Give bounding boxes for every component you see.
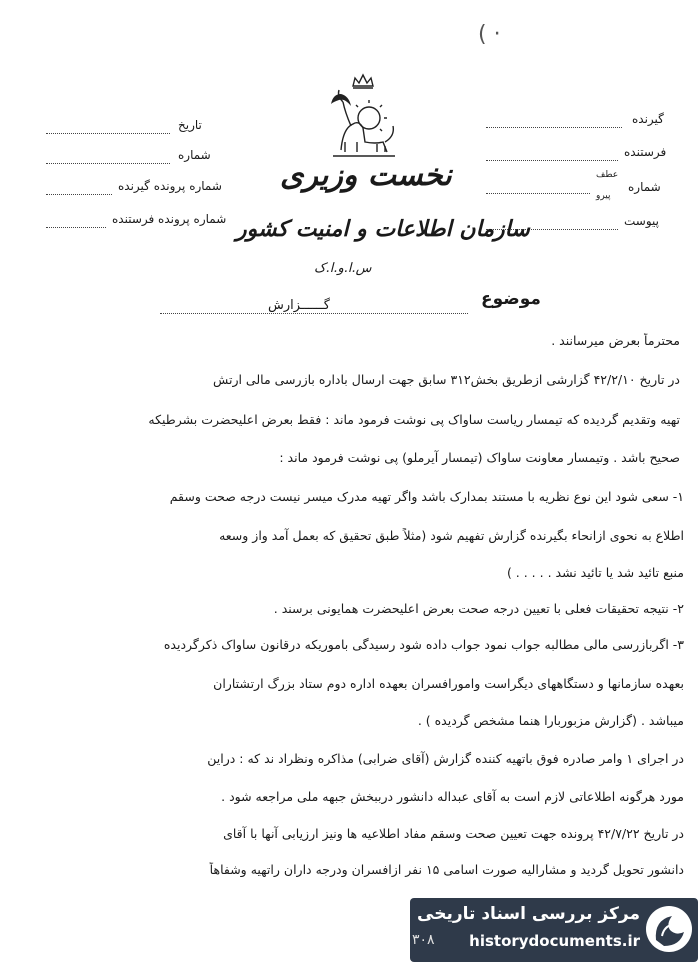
- ref-bottom-label: پیرو: [596, 191, 611, 201]
- body-line: مورد هرگونه اطلاعاتی لازم است به آقای عبداله دانشور درببخش جبهه ملی مراجعه شود .: [221, 789, 684, 804]
- body-line: ۳- اگربازرسی مالی مطالبه جواب نمود جواب داده شود رسیدگی باموریکه درقانون ساواک ذکرگردیده: [163, 637, 684, 652]
- date-line: [46, 133, 170, 134]
- subject-line: [160, 313, 468, 314]
- body-line: در تاریخ ۴۲/۲/۱۰ گزارشی ازطریق بخش۳۱۲ سابق جهت ارسال باداره بازرسی مالی ارتش: [213, 372, 680, 387]
- body-line: دانشور تحویل گردید و مشارالیه صورت اسامی ۱۵ نفر ازافسران ودرجه داران راتهیه وشفاهاً: [209, 862, 684, 877]
- body-line: بعهده سازمانها و دستگاههای دیگراست وامورافسران بعهده اداره دوم ستاد بزرگ ارتشتاران: [213, 676, 684, 691]
- body-line: منبع تائید شد یا تائید نشد . . . . . ): [506, 565, 684, 580]
- page-number: ۳۰۸: [412, 932, 435, 948]
- letterhead-title: نخست وزیری: [280, 158, 452, 193]
- archive-logo-icon: [646, 906, 692, 952]
- number-line-left: [46, 163, 170, 164]
- date-label: تاریخ: [178, 118, 202, 132]
- recipient-label: گیرنده: [632, 112, 664, 126]
- body-line: میباشد . (گزارش مزبوربارا هنما مشخص گردیده ) .: [417, 713, 684, 728]
- number-line-right: [486, 193, 590, 194]
- sender-label: فرستنده: [624, 145, 667, 159]
- letterhead-code: س.ا.و.ا.ک: [314, 261, 372, 276]
- recipient-file-label: شماره پرونده گیرنده: [118, 179, 222, 193]
- lion-and-sun-emblem: [323, 72, 403, 164]
- number-label-left: شماره: [178, 148, 211, 162]
- sender-line: [486, 160, 618, 161]
- recipient-file-line: [46, 194, 112, 195]
- archive-watermark: [410, 898, 698, 962]
- subject-value: گــــــزارش: [268, 298, 330, 313]
- watermark-title: مرکز بررسی اسناد تاریخی: [417, 904, 640, 924]
- letterhead-organization: سازمان اطلاعات و امنیت کشور: [236, 216, 530, 242]
- body-line: در اجرای ۱ وامر صادره فوق باتهیه کننده گزارش (آقای ضرابی) مذاکره ونظراد ند که : دراین: [207, 751, 684, 766]
- body-line: محترماً بعرض میرسانند .: [551, 333, 680, 348]
- ref-top-label: عطف: [596, 170, 619, 180]
- watermark-url: historydocuments.ir: [469, 932, 640, 950]
- body-line: اطلاع به نحوی ازانحاء بگیرنده گزارش تفهیم شود (مثلاً طبق تحقیق که بعمل آمد واز وسعه: [219, 528, 684, 543]
- body-line: ۲- نتیجه تحقیقات فعلی با تعیین درجه صحت بعرض اعلیحضرت همایونی برسند .: [273, 601, 684, 616]
- body-line: صحیح باشد . وتیمسار معاونت ساواک (تیمسار آیرملو) پی نوشت فرمود ماند :: [279, 450, 680, 465]
- attachment-label: پیوست: [624, 214, 659, 228]
- sender-file-line: [46, 227, 106, 228]
- body-line: ۱- سعی شود این نوع نظریه با مستند بمدارک باشد واگر تهیه مدرک میسر نیست درجه صحت وسقم: [169, 489, 684, 504]
- corner-mark: ( ·: [478, 22, 501, 47]
- sender-file-label: شماره پرونده فرستنده: [112, 212, 227, 226]
- subject-label: موضوع: [481, 289, 541, 309]
- body-line: تهیه وتقدیم گردیده که تیمسار ریاست ساواک پی نوشت فرمود ماند : فقط بعرض اعلیحضرت بشرطیکه: [148, 412, 680, 427]
- recipient-line: [486, 127, 622, 128]
- body-line: در تاریخ ۴۲/۷/۲۲ پرونده جهت تعیین صحت وسقم مفاد اطلاعیه ها ونیز ارزیابی آنها با آقای: [223, 826, 684, 841]
- number-label-right: شماره: [628, 180, 661, 194]
